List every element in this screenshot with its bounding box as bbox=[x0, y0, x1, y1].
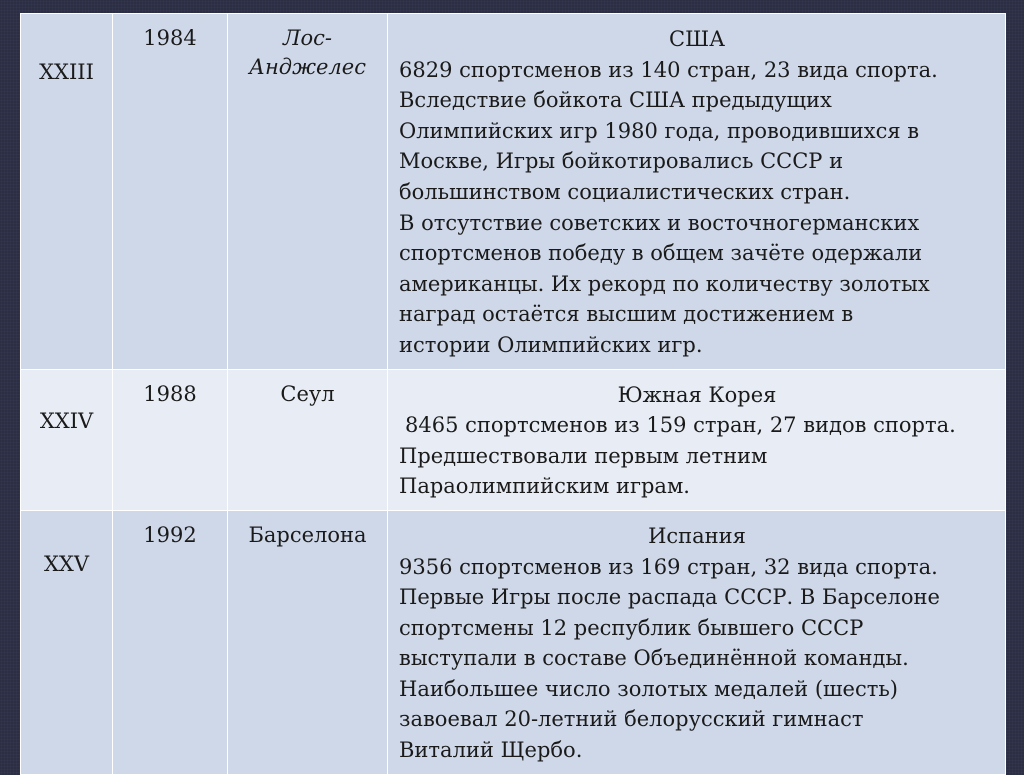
description-cell bbox=[388, 510, 1006, 774]
olympiad-number: XXV bbox=[43, 551, 90, 576]
olympiad-number-cell bbox=[21, 510, 113, 774]
year: 1984 bbox=[143, 26, 197, 50]
description-line: большинством социалистических стран. bbox=[399, 179, 851, 204]
table-row bbox=[21, 14, 1006, 370]
description-line: Виталий Щербо. bbox=[399, 738, 583, 763]
table-row bbox=[21, 510, 1006, 774]
description-line: наград остаётся высшим достижением в bbox=[399, 302, 854, 327]
city-name: Барселона bbox=[248, 522, 367, 547]
year: 1992 bbox=[143, 522, 197, 547]
description-line: завоевал 20-летний белорусский гимнаст bbox=[399, 707, 864, 732]
olympics-table bbox=[20, 13, 1006, 775]
description-line: 8465 спортсменов из 159 стран, 27 видов спорта. bbox=[405, 413, 956, 438]
description bbox=[388, 370, 1005, 510]
description-cell bbox=[388, 369, 1006, 510]
description-line: Москве, Игры бойкотировались СССР и bbox=[399, 149, 844, 174]
description-line: Олимпийских игр 1980 года, проводившихся в bbox=[399, 118, 920, 143]
description-line: спортсмены 12 республик бывшего СССР bbox=[399, 615, 864, 640]
description-line: спортсменов победу в общем зачёте одержали bbox=[399, 241, 923, 266]
description-cell bbox=[388, 14, 1006, 370]
country-name: США bbox=[669, 27, 725, 51]
table-row bbox=[21, 369, 1006, 510]
description-line: Наибольшее число золотых медалей (шесть) bbox=[399, 676, 898, 701]
city-name: Сеул bbox=[280, 381, 335, 406]
city-cell bbox=[228, 14, 388, 370]
description-line: выступали в составе Объединённой команды. bbox=[399, 646, 909, 671]
country-name: Южная Корея bbox=[617, 382, 777, 407]
year-cell bbox=[113, 510, 228, 774]
description-line: истории Олимпийских игр. bbox=[399, 332, 703, 357]
city-line: Лос- bbox=[282, 26, 333, 50]
description-line: Вследствие бойкота США предыдущих bbox=[399, 88, 832, 113]
year-cell bbox=[113, 14, 228, 370]
description-line: В отсутствие советских и восточногерманских bbox=[399, 210, 920, 235]
olympiad-number-cell bbox=[21, 14, 113, 370]
city-line: Анджелес bbox=[249, 55, 366, 79]
year: 1988 bbox=[143, 381, 197, 406]
year-cell bbox=[113, 369, 228, 510]
description bbox=[388, 14, 1005, 369]
description-line: Предшествовали первым летним bbox=[399, 443, 768, 468]
olympiad-number: XXIII bbox=[39, 60, 94, 84]
country-name: Испания bbox=[648, 523, 746, 548]
description-line: Первые Игры после распада СССР. В Барселоне bbox=[399, 585, 940, 610]
description bbox=[388, 511, 1005, 774]
description-line: американцы. Их рекорд по количеству золотых bbox=[399, 271, 930, 296]
city-name bbox=[228, 14, 387, 82]
city-cell bbox=[228, 510, 388, 774]
description-line: Параолимпийским играм. bbox=[399, 474, 690, 499]
city-cell bbox=[228, 369, 388, 510]
description-line: 9356 спортсменов из 169 стран, 32 вида спорта. bbox=[399, 554, 938, 579]
olympiad-number: XXIV bbox=[39, 408, 94, 433]
description-line: 6829 спортсменов из 140 стран, 23 вида спорта. bbox=[399, 57, 938, 82]
olympiad-number-cell bbox=[21, 369, 113, 510]
